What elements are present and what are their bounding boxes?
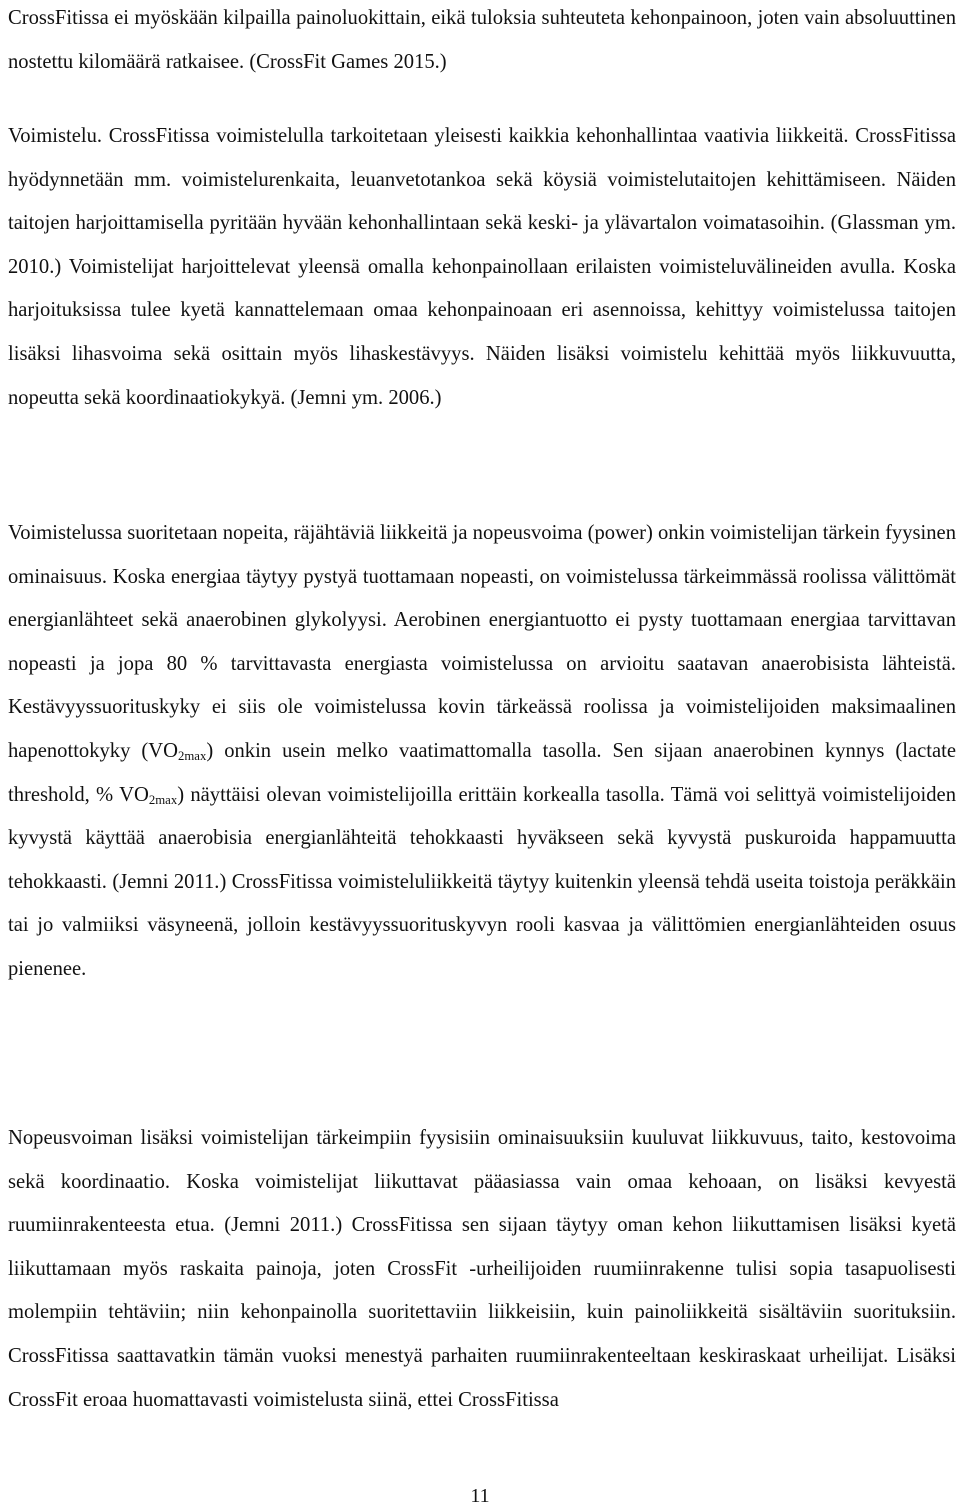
- paragraph-voimistelu: Voimistelu. CrossFitissa voimistelulla tarkoitetaan yleisesti kaikkia kehonhallintaa vaativia liikkeitä. CrossFitissa hyödynnetään mm. voimistelurenkaita, leuanvetotankoa sekä köysiä voimistelutaitojen kehittämiseen. Näiden taitojen harjoittamisella pyritään hyvään kehonhallintaan sekä keski- ja ylävartalon voimatasoihin. (Glassman ym. 2010.) Voimistelijat harjoittelevat yleensä omalla kehonpainollaan erilaisten voimisteluvälineiden avulla. Koska harjoituksissa tulee kyetä kannattelemaan omaa kehonpainoaan eri asennoissa, kehittyy voimistelussa taitojen lisäksi lihasvoima sekä osittain myös lihaskestävyys. Näiden lisäksi voimistelu kehittää myös liikkuvuutta, nopeutta sekä koordinaatiokykyä. (Jemni ym. 2006.): [8, 125, 956, 409]
- paragraph-nopeusvoiman: Nopeusvoiman lisäksi voimistelijan tärkeimpiin fyysisiin ominaisuuksiin kuuluvat liikkuvuus, taito, kestovoima sekä koordinaatio. Koska voimistelijat liikuttavat pääasiassa vain omaa kehoaan, on lisäksi kevyestä ruumiinrakenteesta etua. (Jemni 2011.) CrossFitissa sen sijaan täytyy oman kehon liikuttamisen lisäksi kyetä liikuttamaan myös raskaita painoja, joten CrossFit -urheilijoiden ruumiinrakenne tulisi sopia tasapuolisesti molempiin tehtäviin; niin kehonpainolla suoritettaviin liikkeisiin, kuin painoliikkeitä sisältäviin suorituksiin. CrossFitissa saattavatkin tämän vuoksi menestyä parhaiten ruumiinrakenteeltaan keskiraskaat urheilijat. Lisäksi CrossFit eroaa huomattavasti voimistelusta siinä, ettei CrossFitissa: [8, 1127, 956, 1411]
- subscript-2max: 2max: [177, 749, 207, 764]
- paragraph-text-segment: ) näyttäisi olevan voimistelijoilla erittäin korkealla tasolla. Tämä voi selittyä voimistelijoiden kyvystä käyttää anaerobisia energianlähteitä tehokkaasti hyväkseen sekä kyvystä puskuroida happamuutta tehokkaasti. (Jemni 2011.) CrossFitissa voimisteluliikkeitä täytyy kuitenkin yleensä tehdä useita toistoja peräkkäin tai jo valmiiksi väsyneenä, jolloin kestävyyssuorituskyvyn rooli kasvaa ja välittömien energianlähteiden osuus pienenee.: [8, 783, 956, 980]
- page-number: 11: [470, 1485, 490, 1507]
- paragraph-text-segment: ) onkin usein melko vaatimattomalla tasolla. Sen sijaan anaerobinen kynnys (lactate threshold, % VO: [8, 739, 956, 806]
- paragraph-intro: CrossFitissa ei myöskään kilpailla painoluokittain, eikä tuloksia suhteuteta kehonpainoon, joten vain absoluuttinen nostettu kilomäärä ratkaisee. (CrossFit Games 2015.): [8, 7, 956, 73]
- subscript-2max: 2max: [148, 792, 178, 807]
- paragraph-voimistelussa: [8, 512, 956, 992]
- paragraph-text-segment: Voimistelussa suoritetaan nopeita, räjähtäviä liikkeitä ja nopeusvoima (power) onkin voimistelijan tärkein fyysinen ominaisuus. Koska energiaa täytyy pystyä tuottamaan nopeasti, on voimistelussa tärkeimmässä roolissa välittömät energianlähteet sekä anaerobinen glykolyysi. Aerobinen energiantuotto ei pysty tuottamaan energiaa tarvittavan nopeasti ja jopa 80 % tarvittavasta energiasta voimistelussa on arvioitu saatavan anaerobisista lähteistä. Kestävyyssuorituskyky ei siis ole voimistelussa kovin tärkeässä roolissa ja voimistelijoiden maksimaalinen hapenottokyky (VO: [8, 522, 956, 762]
